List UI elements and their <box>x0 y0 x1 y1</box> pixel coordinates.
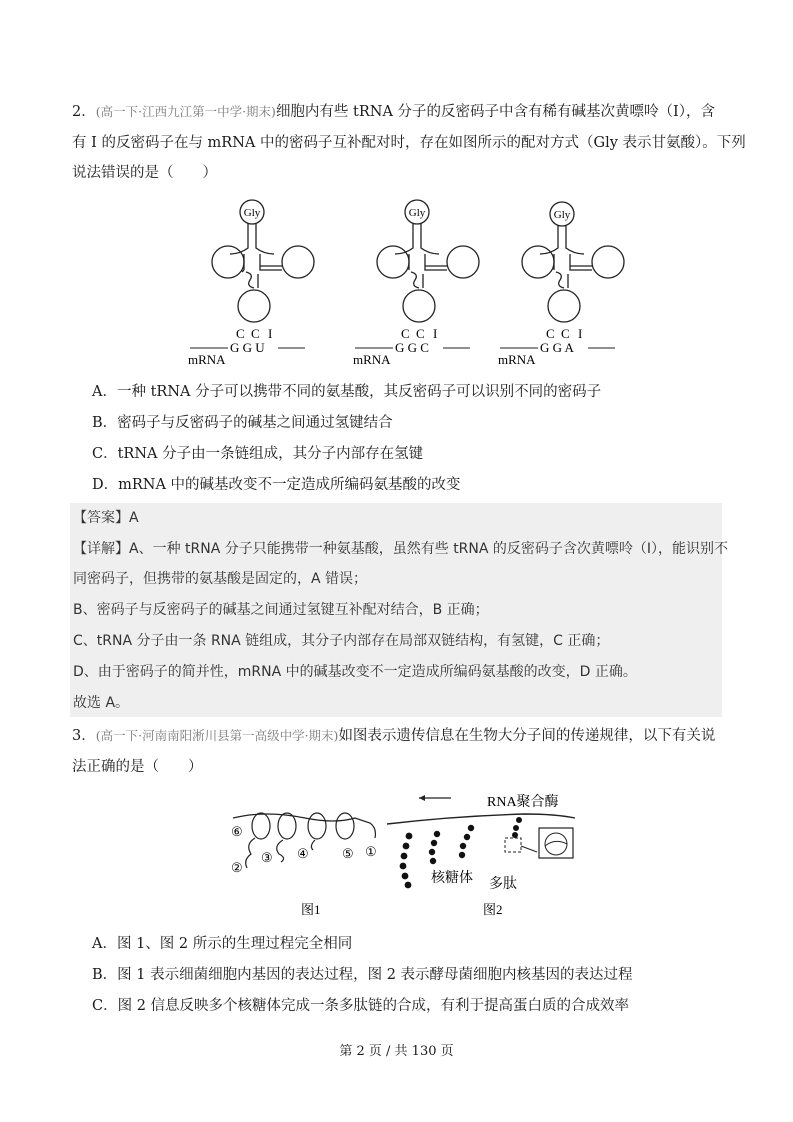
answer-line: 【答案】A <box>73 510 139 526</box>
q3-option-b[interactable]: B．图 1 表示细菌细胞内基因的表达过程，图 2 表示酵母菌细胞内核基因的表达过程 <box>92 967 633 983</box>
q3-option-c[interactable]: C．图 2 信息反映多个核糖体完成一条多肽链的合成，有利于提高蛋白质的合成效率 <box>92 998 630 1014</box>
fig1-label-3: ③ <box>261 850 273 865</box>
fig1-label-2: ② <box>231 860 243 875</box>
codon-3: G G A <box>540 340 574 355</box>
figure-1 <box>231 813 377 917</box>
anticodon-2-a: C <box>401 326 410 341</box>
q2-line-1 <box>72 101 722 123</box>
anticodon-1-c: I <box>268 326 273 341</box>
analysis-line-6: 故选 A。 <box>73 695 130 711</box>
mrna-label-1: mRNA <box>188 352 226 367</box>
q2-option-a[interactable]: A．一种 tRNA 分子可以携带不同的氨基酸，其反密码子可以识别不同的密码子 <box>92 384 602 400</box>
fig2-caption: 图2 <box>483 902 503 917</box>
fig1-label-6: ⑥ <box>231 824 243 839</box>
rna-polymerase-label: RNA聚合酶 <box>487 795 559 810</box>
q3-number: 3． <box>72 728 96 744</box>
anticodon-1-b: C <box>251 326 260 341</box>
anticodon-3-c: I <box>578 326 583 341</box>
q2-source: (高一下·江西九江第一中学·期末) <box>95 104 276 119</box>
mrna-label-3: mRNA <box>498 352 536 367</box>
ribosome-label: 核糖体 <box>431 871 473 886</box>
anticodon-1-a: C <box>236 326 245 341</box>
analysis-line-2: 同密码子，但携带的氨基酸是固定的，A 错误； <box>73 571 368 587</box>
fig1-label-1: ① <box>365 844 377 859</box>
fig1-label-4: ④ <box>297 846 309 861</box>
gly-label-3: Gly <box>553 209 571 221</box>
analysis-line-3: B、密码子与反密码子的碱基之间通过氢键互补配对结合，B 正确； <box>73 602 489 618</box>
analysis-line-1: 【详解】A、一种 tRNA 分子只能携带一种氨基酸，虽然有些 tRNA 的反密码子含次黄嘌呤（I），能识别不 <box>73 541 729 557</box>
codon-1: G G U <box>230 340 265 355</box>
trna-1 <box>188 200 314 367</box>
q3-line-1 <box>72 725 722 747</box>
trna-2 <box>353 200 479 367</box>
fig1-caption: 图1 <box>301 902 321 917</box>
gly-label-1: Gly <box>243 207 261 219</box>
anticodon-3-b: C <box>561 326 570 341</box>
analysis-line-5: D、由于密码子的简并性，mRNA 中的碱基改变不一定造成所编码氨基酸的改变，D 正确。 <box>73 664 637 680</box>
q2-stem-3: 说法错误的是（ ） <box>72 165 217 181</box>
q2-number: 2． <box>72 104 96 120</box>
q2-stem-2: 有 I 的反密码子在与 mRNA 中的密码子互补配对时，存在如图所示的配对方式（Gly 表示甘氨酸）。下列 <box>72 135 746 151</box>
q3-option-a[interactable]: A．图 1、图 2 所示的生理过程完全相同 <box>92 936 353 952</box>
gly-label-2: Gly <box>408 207 426 219</box>
polypeptide-label: 多肽 <box>489 877 517 892</box>
trna-figure <box>180 196 630 374</box>
anticodon-2-c: I <box>433 326 438 341</box>
codon-2: G G C <box>395 340 429 355</box>
trna-3 <box>498 202 624 367</box>
q2-option-c[interactable]: C．tRNA 分子由一条链组成，其分子内部存在氢键 <box>92 446 424 462</box>
analysis-line-4: C、tRNA 分子由一条 RNA 链组成，其分子内部存在局部双链结构，有氢键，C 正确； <box>73 633 610 649</box>
anticodon-2-b: C <box>416 326 425 341</box>
expression-figure <box>225 788 585 924</box>
q2-option-d[interactable]: D．mRNA 中的碱基改变不一定造成所编码氨基酸的改变 <box>92 477 461 493</box>
mrna-label-2: mRNA <box>353 352 391 367</box>
q3-stem-1: 如图表示遗传信息在生物大分子间的传递规律，以下有关说 <box>338 728 716 744</box>
anticodon-3-a: C <box>546 326 555 341</box>
q2-option-b[interactable]: B．密码子与反密码子的碱基之间通过氢键结合 <box>92 415 393 431</box>
q2-stem-1: 细胞内有些 tRNA 分子的反密码子中含有稀有碱基次黄嘌呤（I），含 <box>275 104 716 120</box>
figure-2 <box>387 794 575 917</box>
page-footer: 第 2 页 / 共 130 页 <box>339 1044 454 1059</box>
q3-source: (高一下·河南南阳淅川县第一高级中学·期末) <box>95 728 339 743</box>
q3-stem-2: 法正确的是（ ） <box>72 759 203 775</box>
fig1-label-5: ⑤ <box>342 846 354 861</box>
